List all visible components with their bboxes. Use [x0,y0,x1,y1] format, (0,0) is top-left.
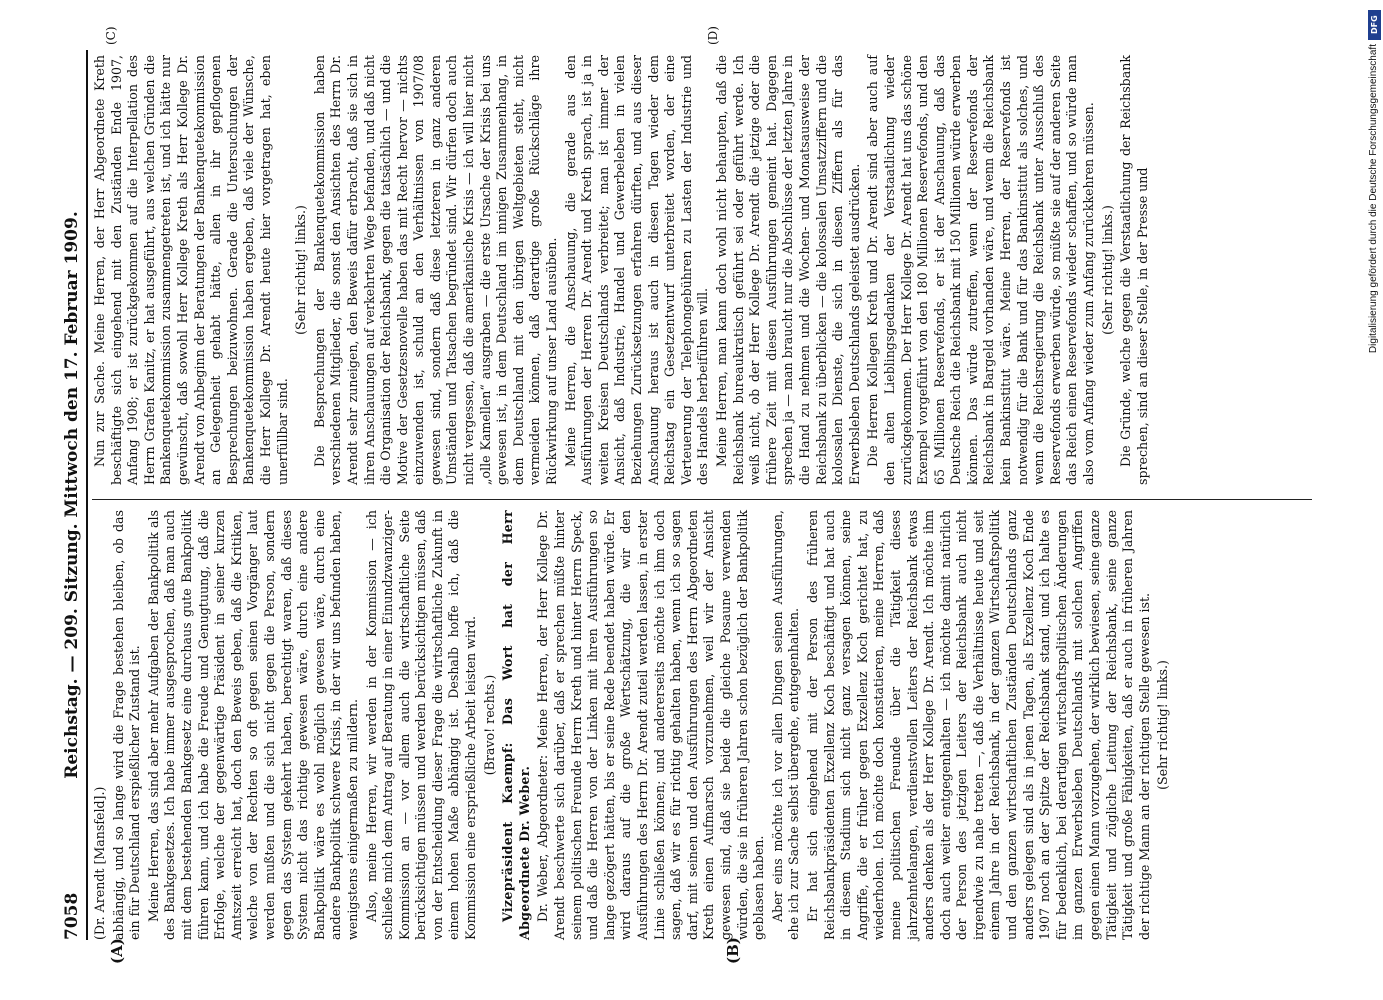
paragraph: Die Herren Kollegen Kreth und Dr. Arendt sind aber auch auf den alten Lieblingsgedanken der Verstaatlichung wieder zurückgekommen. Der Herr Kollege Dr. Arendt hat uns das schöne Exempel vorgeführt von den 180 Millionen Reservefonds, und den 65 Millionen Reservefonds, er ist der Anschauung, daß das Deutsche Reich die Reichsbank mit 150 Millionen würde erwerben können. Das würde zutreffen, wenn der Reservefonds der Reichsbank in Bargeld vorhanden wäre, und wenn die Reichsbank kein Bankinstitut wäre. Meine Herren, der Reservefonds ist notwendig für die Bank und für das Bankinstitut als solches, und wenn die Reichsregierung die Reichsbank unter Ausschluß des Reservefonds erwerben würde, so müßte sie auf der anderen Seite das Reich einen Reservefonds wieder schaffen, und so würde man also vom Anfang wieder zum Anfang zurückkehren müssen. [865,55,1097,485]
margin-mark-c: (C) [104,26,118,45]
right-column [92,55,1153,485]
page-header [62,50,90,940]
margin-mark-a: (A) [108,938,126,964]
digitization-note [1368,10,1382,1000]
interjection: (Sehr richtig! links.) [1155,660,1171,790]
paragraph: Aber eins möchte ich vor allen Dingen seinen Ausführungen, ehe ich zur Sache selbst übergehe, entgegenhalten. [769,510,802,940]
paragraph: abhängig, und so lange wird die Frage bestehen bleiben, ob das ein für Deutschland erspießlicher Zustand ist. [110,510,143,940]
margin-mark-d: (D) [706,26,720,45]
interjection: (Bravo! rechts.) [481,674,497,776]
column-divider [92,499,1312,500]
paragraph: Dr. Weber, Abgeordneter: Meine Herren, der Herr Kollege Dr. Arendt beschwerte sich darüber, daß er sprechen müßte hinter seinem politischen Freunde Herrn Kreth und hinter Herrn Speck, und daß die Herren von der Linken mit ihren Ausführungen so lange gezögert hätten, bis er seine Rede beendet haben würde. Er wird daraus auf die große Wertschätzung, die wir den Ausführungen des Herrn Dr. Arendt zuteil werden lassen, in erster Linie schließen können; und andererseits möchte ich ihm doch sagen, daß wir es für richtig gehalten haben, wenn ich so sagen darf, mit seinen und den Ausführungen des Herrn Abgeordneten Kreth einen Aufmarsch vorzunehmen, weil wir der Ansicht gewesen sind, daß sie beide die gleiche Posaune verwenden würden, die sie in früheren Jahren schon bezüglich der Bankpolitik geblasen haben. [535,510,767,940]
speaker-tag: (Dr. Arendt [Mansfeld].) [92,786,107,940]
paragraph: Also, meine Herren, wir werden in der Kommission — ich schließe mich dem Antrag auf Beratung in einer Einundzwanziger-Kommission an — vor allem auch die wirtschaftliche Seite berücksichtigen müssen und werden berücksichtigen müssen, daß von der Entscheidung dieser Frage die wirtschaftliche Zukunft in einem hohen Maße abhängig ist. Deshalb hoffe ich, daß die Kommission eine ersprießliche Arbeit leisten wird. [363,510,479,940]
paragraph: Nun zur Sache. Meine Herren, der Herr Abgeordnete Kreth beschäftigte sich eingehend mit den Zuständen Ende 1907, Anfang 1908; er ist zurückgekommen auf die Interpellation des Herrn Grafen Kanitz, er hat ausgeführt, aus welchen Gründen die Bankenquetekommission zusammengetreten ist, und ich hätte nur gewünscht, daß sowohl Herr Kollege Kreth als Herr Kollege Dr. Arendt von Anbeginn der Beratungen der Bankenquetekommission an Gelegenheit gehabt hätte, allen in ihr gepflogenen Besprechungen beizuwohnen. Gerade die Untersuchungen der Bankenquetekommission haben ergeben, daß viele der Wünsche, die Herr Kollege Dr. Arendt heute hier vorgetragen hat, eben unerfüllbar sind. [92,55,290,485]
page-number: 7058 [62,892,82,940]
session-line: Reichstag. — 209. Sitzung. Mittwoch den 17. Februar 1909. [62,211,82,779]
paragraph: Meine Herren, die Anschauung, die gerade aus den Ausführungen der Herren Dr. Arendt und Kreth sprach, ist ja in weiten Kreisen Deutschlands verbreitet; man ist immer der Ansicht, daß Industrie, Handel und Gewerbeleben in vielen Beziehungen Zurücksetzungen erfahren dürften, und aus dieser Anschauung heraus ist auch in diesen Tagen wieder dem Reichstag ein Gesetzentwurf unterbreitet worden, der eine Verteuerung der Telephongebühren zu Lasten der Industrie und des Handels herbeiführen will. [562,55,711,485]
paragraph: Er hat sich eingehend mit der Person des früheren Reichsbankpräsidenten Exzellenz Koch beschäftigt und hat auch in diesem Stadium sich nicht ganz versagen können, seine Angriffe, die er früher gegen Exzellenz Koch gerichtet hat, zu wiederholen. Ich möchte doch konstatieren, meine Herren, daß meine politischen Freunde über die Tätigkeit dieses jahrzehntelangen, verdienstvollen Leiters der Reichsbank etwas anders denken als der Herr Kollege Dr. Arendt. Ich möchte ihm doch auch weiter entgegenhalten — ich möchte damit natürlich der Person des jetzigen Leiters der Reichsbank auch nicht irgendwie zu nahe treten —, daß die Verhältnisse heute und seit einem Jahre in der Reichsbank, in der ganzen Wirtschaftspolitik und den ganzen wirtschaftlichen Zuständen Deutschlands ganz anders gelegen sind als in jenen Tagen, als Exzellenz Koch Ende 1907 noch an der Spitze der Reichsbank stand, und ich halte es für bedenklich, bei derartigen wirtschaftspolitischen Änderungen im ganzen Erwerbsleben Deutschlands mit solchen Angriffen gegen einen Mann vorzugehen, der wirklich bewiesen, seine ganze Tätigkeit und zügliche Leitung der Reichsbank, seine ganze Tätigkeit und große Fähigkeiten, daß er auch in früheren Jahren der richtige Mann an der richtigen Stelle gewesen ist. [804,510,1152,940]
dfg-logo: DFG [1368,10,1381,40]
paragraph: Meine Herren, man kann doch wohl nicht behaupten, daß die Reichsbank bureaukratisch geführt sei oder geführt werde. Ich weiß nicht, ob der Herr Kollege Dr. Arendt die jetzige oder die frühere Zeit mit diesen Ausführungen gemeint hat. Dagegen sprechen ja — man braucht nur die Abschlüsse der letzten Jahre in die Hand zu nehmen und die Wochen- und Monatsausweise der Reichsbank zu überblicken — die kolossalen Umsatzziffern und die kolossalen Dienste, die sich in diesen Ziffern als für das Erwerbsleben Deutschlands geleistet ausdrücken. [713,55,862,485]
left-column [92,510,1174,940]
interjection: (Sehr richtig! links.) [293,205,309,335]
paragraph: Die Gründe, welche gegen die Verstaatlichung der Reichsbank sprechen, sind an dieser Stelle, in der Presse und [1118,55,1150,485]
header-rule [86,50,88,940]
margin-mark-b: (B) [724,937,742,964]
chair-statement: Vizepräsident Kaempf: Das Wort hat der Herr Abgeordnete Dr. Weber. [500,510,532,940]
digitization-text: Digitalisierung gefördert durch die Deutsche Forschungsgemeinschaft [1368,44,1379,354]
paragraph: Meine Herren, das sind aber mehr Aufgaben der Bankpolitik als des Bankgesetzes. Ich habe immer ausgesprochen, daß man auch mit dem bestehenden Bankgesetz eine durchaus gute Bankpolitik führen kann, und ich habe die Freude und Genugtuung, daß die Erfolge, welche der gegenwärtige Präsident in seiner kurzen Amtszeit erreicht hat, doch den Beweis geben, daß die Kritiken, welche von der Rechten so oft gegen seinen Vorgänger laut werden mußten und die sich nicht gegen die Person, sondern gegen das System gekehrt haben, berechtigt waren, daß dieses System nicht das richtige gewesen wäre, durch eine andere Bankpolitik wäre es wohl möglich gewesen wäre, durch eine andere Bankpolitik schwere Krisis, in der wir uns befunden haben, wenigstens einigermaßen zu mildern. [145,510,360,940]
interjection: (Sehr richtig! links.) [1099,205,1115,335]
paragraph: Die Besprechungen der Bankenquetekommission haben verschiedenen Mitglieder, die sonst den Ansichten des Herrn Dr. Arendt sehr zuneigen, den Beweis dafür erbracht, daß sie sich in ihren Anschauungen auf verkehrten Wege befanden, und daß nicht die Organisation der Reichsbank, gegen die tatsächlich — und die Motive der Gesetzesnovelle haben das mit Recht hervor — nichts einzuwenden ist, schuld an den Verhältnissen von 1907/08 gewesen sind, sondern daß diese letzteren in ganz anderen Umständen und Tatsachen begründet sind. Wir dürfen doch auch nicht vergessen, daß die amerikanische Krisis — ich will hier nicht „olle Kamellen“ ausgraben — die erste Ursache der Krisis bei uns gewesen ist, in dem Deutschland im innigen Zusammenhang, in dem Deutschland mit den übrigen Weltgebieten steht, nicht vermeiden können, daß derartige große Rückschläge ihre Rückwirkung auf unser Land ausüben. [311,55,560,485]
